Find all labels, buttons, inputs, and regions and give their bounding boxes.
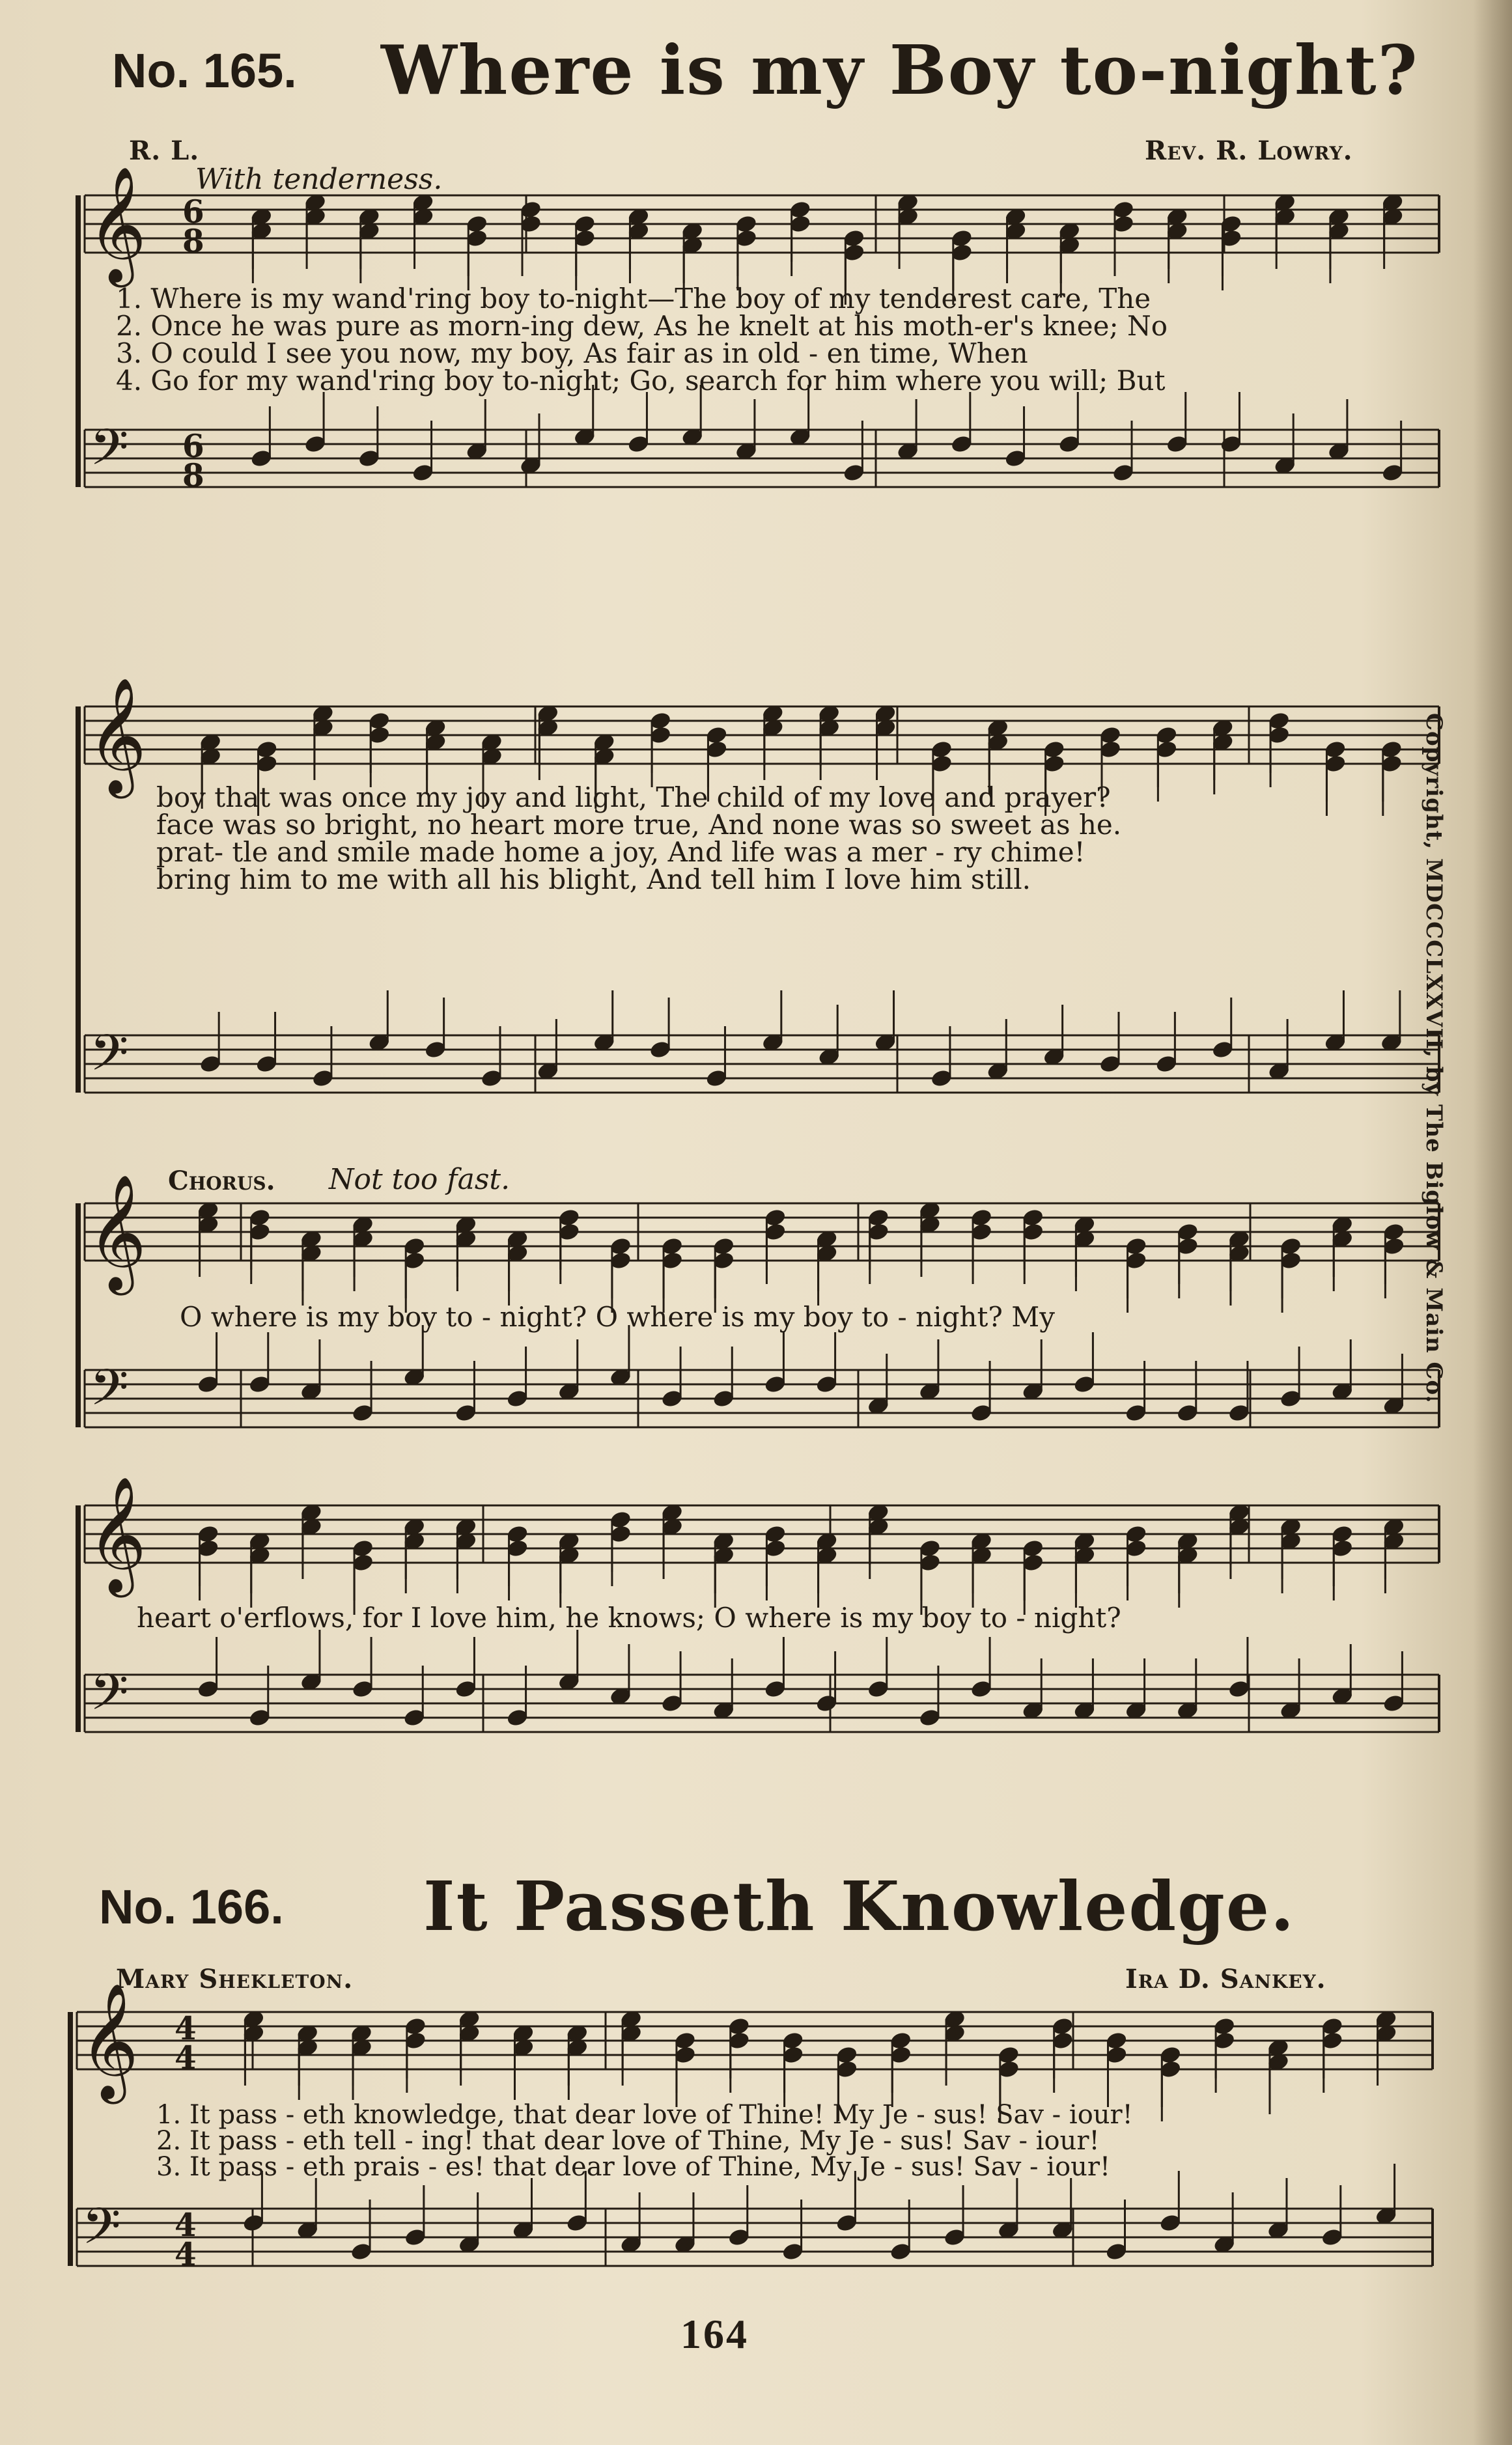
treble-clef-glyph: 𝄞 — [87, 677, 147, 794]
verse-3-line-2: prat- tle and smile made home a joy, And life was a mer - ry chime! — [156, 836, 1085, 868]
time-signature-bottom: 4 — [175, 2236, 197, 2273]
system-brace — [76, 1203, 81, 1427]
verse-1-line-1: 1. Where is my wand'ring boy to-night—The boy of my tenderest care, The — [116, 283, 1151, 314]
bass-clef-glyph: 𝄢 — [90, 1663, 129, 1734]
time-signature-top: 4 — [175, 2010, 197, 2047]
verse-2-line-1: 2. Once he was pure as morn-ing dew, As he knelt at his moth-er's knee; No — [116, 310, 1168, 342]
hymn-166-verse-2: 2. It pass - eth tell - ing! that dear love of Thine, My Je - sus! Sav - iour! — [156, 2126, 1100, 2156]
bass-clef-glyph: 𝄢 — [90, 1358, 129, 1429]
time-signature-bottom: 8 — [182, 223, 204, 260]
bass-clef-glyph: 𝄢 — [90, 1024, 129, 1095]
system-brace — [68, 2012, 73, 2266]
system-brace — [76, 195, 81, 487]
hymn-165-title: Where is my Boy to-night? — [381, 30, 1419, 110]
verse-2-line-2: face was so bright, no heart more true, And none was so sweet as he. — [156, 809, 1122, 841]
hymn-165-tempo: With tenderness. — [195, 163, 443, 196]
copyright-notice: Copyright, MDCCCLXXVII, by The Biglow & Main Co. — [1421, 713, 1447, 1404]
treble-clef-glyph: 𝄞 — [87, 165, 147, 283]
treble-clef-glyph: 𝄞 — [87, 1475, 147, 1593]
time-signature-top: 6 — [182, 193, 204, 231]
system-brace — [76, 1505, 81, 1732]
verse-4-line-1: 4. Go for my wand'ring boy to-night; Go, search for him where you will; But — [116, 365, 1166, 397]
system-brace — [76, 706, 81, 1093]
chorus-line-1: O where is my boy to - night? O where is my boy to - night? My — [180, 1301, 1055, 1333]
hymn-166-verse-3: 3. It pass - eth prais - es! that dear love of Thine, My Je - sus! Sav - iour! — [156, 2152, 1111, 2182]
hymn-166-title: It Passeth Knowledge. — [423, 1866, 1296, 1946]
hymn-165-composer: Rev. R. Lowry. — [1145, 135, 1353, 166]
bass-clef-glyph: 𝄢 — [82, 2197, 121, 2268]
time-signature-top: 4 — [175, 2207, 197, 2244]
time-signature-top: 6 — [182, 428, 204, 465]
treble-clef-glyph: 𝄞 — [79, 1982, 139, 2099]
hymn-166-composer: Ira D. Sankey. — [1125, 1964, 1326, 1994]
verse-3-line-1: 3. O could I see you now, my boy, As fair as in old - en time, When — [116, 337, 1028, 369]
hymn-166-number: No. 166. — [99, 1880, 284, 1934]
hymn-165-author: R. L. — [129, 135, 200, 166]
page-number: 164 — [680, 2311, 749, 2357]
chorus-line-2: heart o'erflows, for I love him, he knows; O where is my boy to - night? — [137, 1602, 1121, 1634]
verse-4-line-2: bring him to me with all his blight, And tell him I love him still. — [156, 863, 1031, 895]
chorus-tempo: Not too fast. — [329, 1163, 511, 1196]
bass-clef-glyph: 𝄢 — [90, 418, 129, 489]
time-signature-bottom: 4 — [175, 2039, 197, 2076]
hymn-166-verse-1: 1. It pass - eth knowledge, that dear love of Thine! My Je - sus! Sav - iour! — [156, 2100, 1133, 2130]
time-signature-bottom: 8 — [182, 457, 204, 494]
hymn-165-number: No. 165. — [112, 44, 297, 98]
chorus-label: Chorus. — [168, 1166, 275, 1196]
hymn-166-author: Mary Shekleton. — [116, 1964, 354, 1994]
verse-1-line-2: boy that was once my joy and light, The child of my love and prayer? — [156, 781, 1111, 813]
treble-clef-glyph: 𝄞 — [87, 1173, 147, 1291]
